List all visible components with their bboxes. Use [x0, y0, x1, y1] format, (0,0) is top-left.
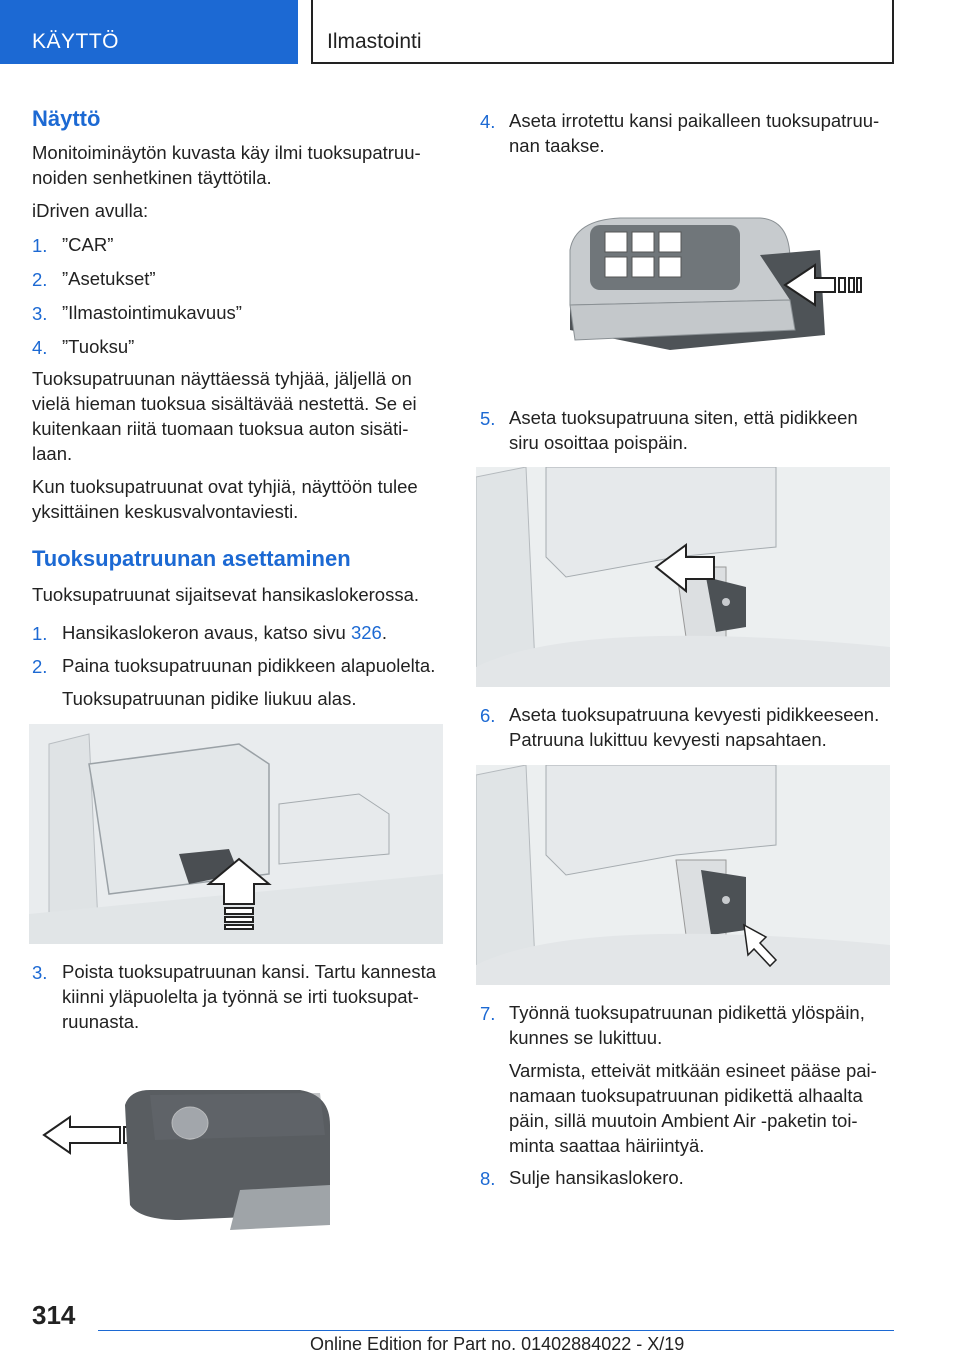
figure-cartridge-insert	[476, 765, 890, 985]
edition-note: Online Edition for Part no. 01402884022 - X/19	[310, 1334, 685, 1354]
step-3-text: ruunasta.	[62, 1011, 140, 1032]
menu-num: 3.	[32, 303, 48, 324]
step-4-text: Aseta irrotettu kansi paikalleen tuoksupatruu-	[509, 110, 880, 131]
step-num: 4.	[480, 111, 496, 132]
step-num: 8.	[480, 1168, 496, 1189]
para-empty: kuitenkaan riitä tuomaan tuoksua auton sisäti-	[32, 418, 409, 439]
section-tab	[0, 0, 298, 64]
para-empty: vielä hieman tuoksua sisältävää nestettä. Se ei	[32, 393, 417, 414]
para-idrive: iDriven avulla:	[32, 200, 149, 221]
page-number: 314	[32, 1300, 76, 1330]
step-6-text: Patruuna lukittuu kevyesti napsahtaen.	[509, 729, 827, 750]
para-display-1: Monitoiminäytön kuvasta käy ilmi tuoksupatruu-	[32, 142, 421, 163]
para-message: yksittäinen keskusvalvontaviesti.	[32, 501, 299, 522]
step-num: 6.	[480, 705, 496, 726]
menu-item: ”Ilmastointimukavuus”	[62, 302, 242, 323]
figure-cartridge-cover	[40, 1085, 340, 1235]
para-location: Tuoksupatruunat sijaitsevat hansikaslokerossa.	[32, 584, 419, 605]
step-7-text: Työnnä tuoksupatruunan pidikettä ylöspäin,	[509, 1002, 865, 1023]
step-1-text: Hansikaslokeron avaus, katso sivu 326.	[62, 622, 387, 643]
section-title: KÄYTTÖ	[32, 30, 120, 53]
step-4-text: nan taakse.	[509, 135, 605, 156]
para-display-2: noiden senhetkinen täyttötila.	[32, 167, 272, 188]
step-6-text: Aseta tuoksupatruuna kevyesti pidikkeeseen.	[509, 704, 880, 725]
figure-cover-placement	[560, 210, 870, 360]
step-num: 7.	[480, 1003, 496, 1024]
step-7-note: Varmista, etteivät mitkään esineet pääse pai-	[509, 1060, 877, 1081]
step-5-text: Aseta tuoksupatruuna siten, että pidikkeen	[509, 407, 858, 428]
menu-num: 2.	[32, 269, 48, 290]
step-num: 2.	[32, 656, 48, 677]
figure-chip-direction	[476, 467, 890, 687]
para-empty: Tuoksupatruunan näyttäessä tyhjää, jäljellä on	[32, 368, 412, 389]
figure-holder-press	[29, 724, 443, 944]
para-message: Kun tuoksupatruunat ovat tyhjiä, näyttöön tulee	[32, 476, 418, 497]
step-7-note: päin, sillä muutoin Ambient Air -paketin toi-	[509, 1110, 858, 1131]
menu-num: 4.	[32, 337, 48, 358]
step-7-note: namaan tuoksupatruunan pidikettä alhaalta	[509, 1085, 863, 1106]
heading-insert: Tuoksupatruunan asettaminen	[32, 546, 351, 571]
step-3-text: Poista tuoksupatruunan kansi. Tartu kannesta	[62, 961, 437, 982]
step-num: 1.	[32, 623, 48, 644]
step-8-text: Sulje hansikaslokero.	[509, 1167, 684, 1188]
page-link[interactable]: 326	[350, 622, 382, 643]
step-2-result: Tuoksupatruunan pidike liukuu alas.	[62, 688, 357, 709]
step-7-note: minta saattaa häiriintyä.	[509, 1135, 705, 1156]
step-num: 5.	[480, 408, 496, 429]
para-empty: laan.	[32, 443, 73, 464]
chapter-header	[311, 0, 894, 64]
menu-item: ”CAR”	[62, 234, 114, 255]
menu-num: 1.	[32, 235, 48, 256]
menu-item: ”Tuoksu”	[62, 336, 135, 357]
footer-divider	[98, 1330, 894, 1331]
step-2-text: Paina tuoksupatruunan pidikkeen alapuolelta.	[62, 655, 436, 676]
menu-item: ”Asetukset”	[62, 268, 156, 289]
step-5-text: siru osoittaa poispäin.	[509, 432, 688, 453]
heading-display: Näyttö	[32, 106, 101, 131]
chapter-title: Ilmastointi	[327, 30, 422, 53]
step-3-text: kiinni yläpuolelta ja työnnä se irti tuoksupat-	[62, 986, 419, 1007]
step-7-text: kunnes se lukittuu.	[509, 1027, 663, 1048]
step-num: 3.	[32, 962, 48, 983]
